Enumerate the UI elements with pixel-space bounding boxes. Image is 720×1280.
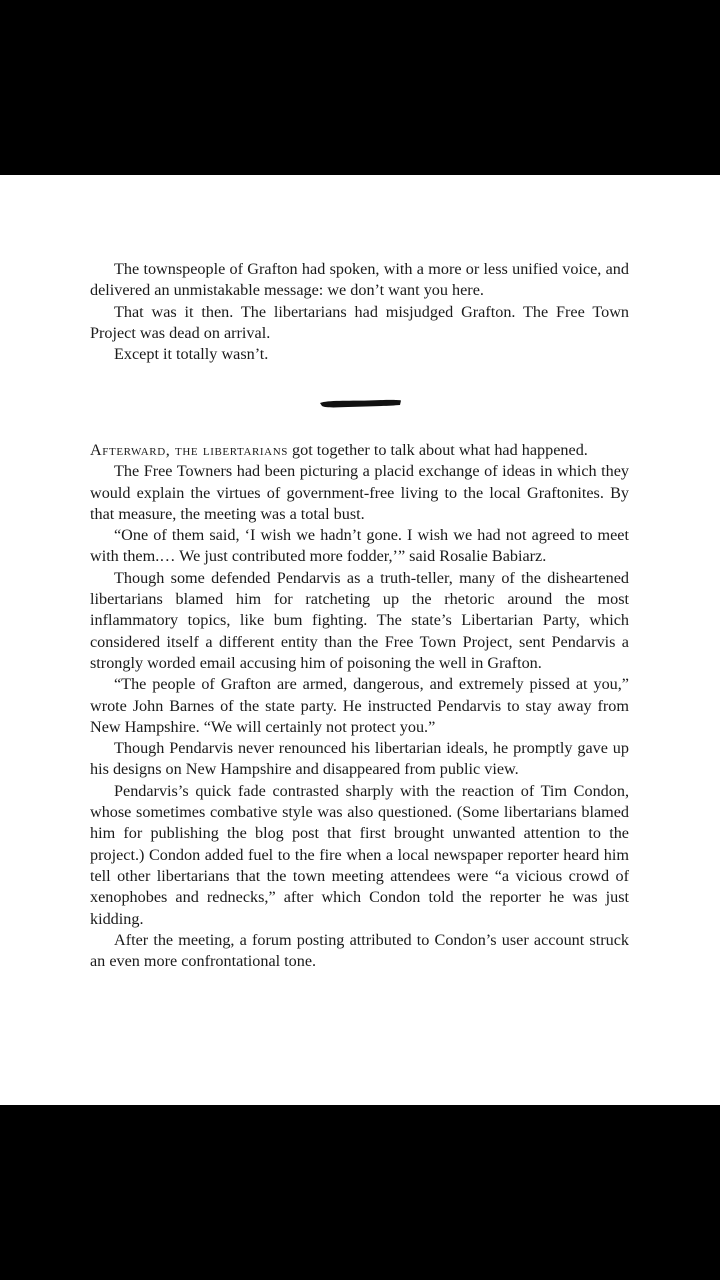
paragraph: That was it then. The libertarians had misjudged Grafton. The Free Town Project was dead on arrival. bbox=[90, 302, 629, 342]
paragraph: After the meeting, a forum posting attributed to Condon’s user account struck an even more confrontational tone. bbox=[90, 930, 629, 971]
section-break-icon bbox=[318, 397, 402, 416]
book-page[interactable] bbox=[0, 175, 720, 1105]
paragraph: Though some defended Pendarvis as a truth-teller, many of the disheartened libertarians blamed him for ratcheting up the rhetoric around the most inflammatory topics, like bum fighting. The state’s Libertarian Party, which considered itself a different entity than the Free Town Project, sent Pendarvis a strongly worded email accusing him of poisoning the well in Grafton. bbox=[90, 568, 629, 672]
section-one-text bbox=[90, 259, 629, 365]
lead-paragraph bbox=[90, 440, 629, 461]
section-two-text bbox=[90, 440, 629, 972]
top-black-bar bbox=[0, 0, 720, 175]
paragraph: Pendarvis’s quick fade contrasted sharply with the reaction of Tim Condon, whose sometimes combative style was also questioned. (Some libertarians blamed him for publishing the blog post that first brought unwanted attention to the project.) Condon added fuel to the fire when a local newspaper reporter heard him tell other libertarians that the town meeting attendees were “a vicious crowd of xenophobes and rednecks,” after which Condon told the reporter he was just kidding. bbox=[90, 781, 629, 928]
lead-smallcaps: Afterward, the libertarians bbox=[90, 441, 288, 459]
paragraph: “The people of Grafton are armed, dangerous, and extremely pissed at you,” wrote John Barnes of the state party. He instructed Pendarvis to stay away from New Hampshire. “We will certainly not protect you.” bbox=[90, 675, 629, 736]
paragraph: The Free Towners had been picturing a placid exchange of ideas in which they would explain the virtues of government-free living to the local Graftonites. By that measure, the meeting was a total bust. bbox=[90, 462, 629, 523]
paragraph: Except it totally wasn’t. bbox=[114, 345, 269, 364]
paragraph: “One of them said, ‘I wish we hadn’t gone. I wish we had not agreed to meet with them.… We just contributed more fodder,’” said Rosalie Babiarz. bbox=[90, 526, 629, 566]
lead-rest: got together to talk about what had happened. bbox=[288, 441, 588, 459]
bottom-black-bar bbox=[0, 1105, 720, 1280]
paragraph: The townspeople of Grafton had spoken, with a more or less unified voice, and delivered an unmistakable message: we don’t want you here. bbox=[90, 260, 629, 300]
paragraph: Though Pendarvis never renounced his libertarian ideals, he promptly gave up his designs on New Hampshire and disappeared from public view. bbox=[90, 739, 629, 779]
